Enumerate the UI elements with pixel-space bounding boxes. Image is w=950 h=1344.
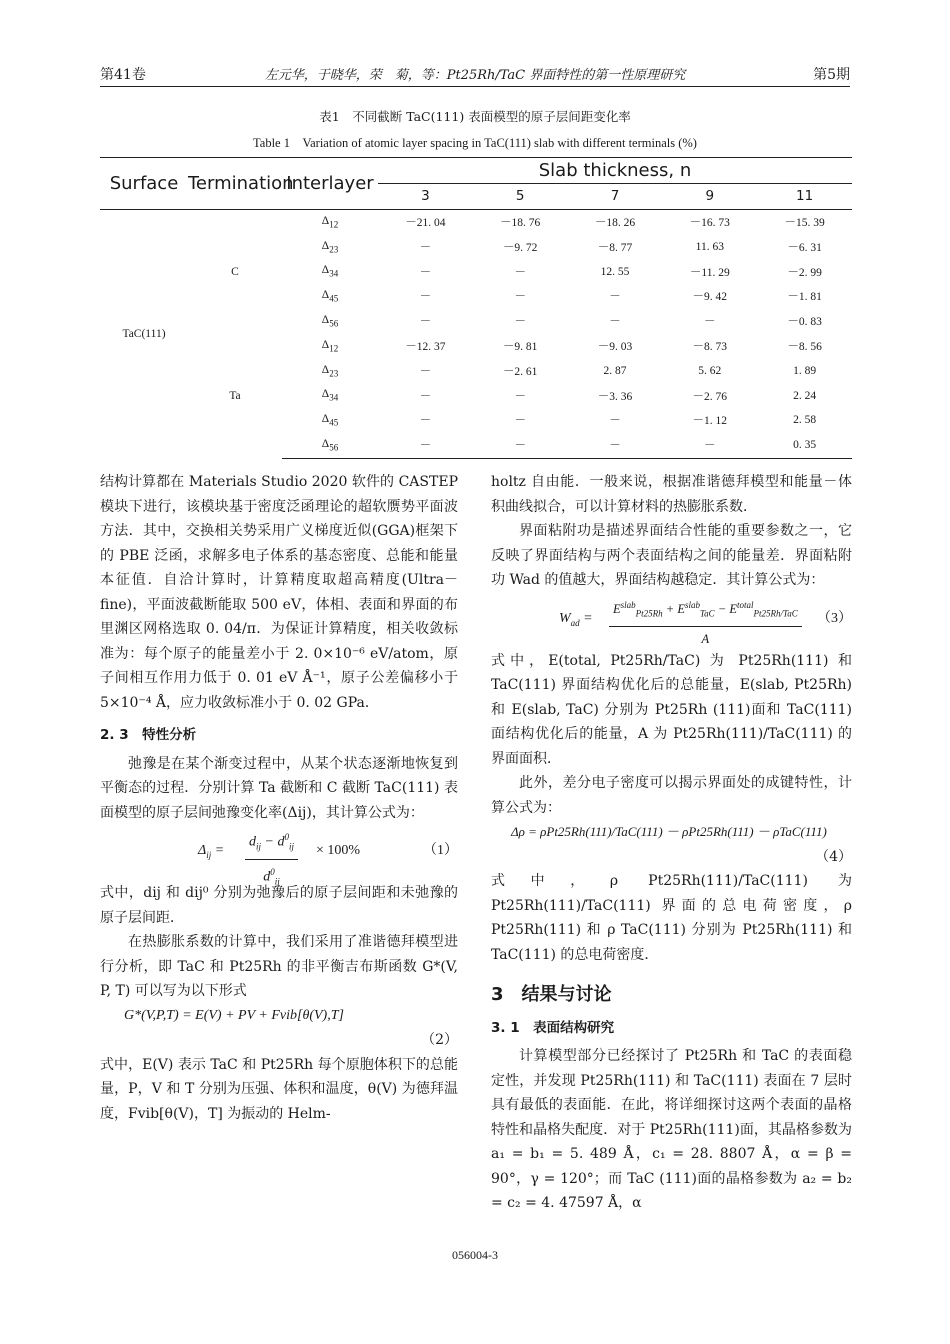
table-row [100, 334, 852, 359]
value-cell: －9. 03 [597, 340, 633, 353]
paragraph: 计算模型部分已经探讨了 Pt25Rh 和 TaC 的表面稳定性，并发现 Pt25Rh(111) 和 TaC(111) 表面在 7 层时具有最低的表面能．在此，将详细探讨这两个表面的晶格特性和晶格失配度．对于 Pt25Rh(111)面，其晶格参数为 a₁ = b₁ = 5. 489 Å，c₁ = 28. 8807 Å，α = β = 90°，γ = 120°；而 TaC (111)面的晶格参数为 a₂ = b₂ = c₂ = 4. 47597 Å，α [491, 1048, 852, 1211]
value-cell: － [473, 433, 568, 458]
paragraph: 式中，ρ Pt25Rh(111)/TaC(111) 为 Pt25Rh(111)/TaC(111) 界面的总电荷密度，ρ Pt25Rh(111) 和 ρ TaC(111) 分别为 Pt25Rh(111) 和 TaC(111) 的总电荷密度． [491, 873, 852, 963]
value-cell: － [609, 415, 621, 428]
value-cell: 12. 55 [600, 265, 630, 278]
paragraph: 界面粘附功是描述界面结合性能的重要参数之一，它反映了界面结构与两个表面结构之间的能量差．界面粘附功 Wad 的值越大，界面结构越稳定．其计算公式为： [491, 523, 852, 588]
termination-cell: C [231, 265, 239, 278]
interlayer-cell: $\Delta_{56}$ [282, 433, 378, 458]
value-cell: －8. 56 [787, 340, 822, 353]
value-cell: 5. 62 [698, 364, 722, 377]
paragraph: 在热膨胀系数的计算中，我们采用了准谐德拜模型进行分析，即 TaC 和 Pt25Rh 的非平衡吉布斯函数 G*(V, P, T) 可以写为以下形式 [100, 934, 458, 999]
value-cell: － [378, 433, 473, 458]
value-cell: －2. 61 [502, 365, 538, 378]
value-cell: 2. 87 [603, 364, 627, 377]
relaxation-table [100, 157, 852, 459]
th-thickness: Slab thickness, n [378, 158, 852, 184]
interlayer-cell: $\Delta_{23}$ [321, 363, 339, 378]
interlayer-cell: $\Delta_{45}$ [321, 413, 339, 428]
value-cell: － [514, 291, 526, 304]
value-cell: － [514, 390, 526, 403]
value-cell: 11. 63 [695, 240, 724, 253]
value-cell: －8. 73 [692, 340, 728, 353]
interlayer-cell: $\Delta_{34}$ [321, 388, 339, 403]
termination-cell: Ta [229, 389, 241, 402]
value-cell: － [568, 433, 663, 458]
value-cell: － [662, 433, 757, 458]
value-cell: －18. 76 [500, 216, 541, 229]
volume: 第41卷 [100, 67, 146, 83]
value-cell: 1. 89 [793, 364, 817, 377]
paragraph: 式中，E(total, Pt25Rh/TaC) 为 Pt25Rh(111) 和 TaC(111) 界面结构优化后的总能量，E(slab, Pt25Rh) 和 E(slab, TaC) 分别为 Pt25Rh (111)面和 TaC(111) 面结构优化后的能量，A 为 Pt25Rh(111)/TaC(111) 的界面面积． [491, 652, 852, 767]
equation-number: （3） [817, 610, 852, 626]
th-n: 9 [662, 183, 757, 209]
interlayer-cell: $\Delta_{56}$ [321, 314, 339, 329]
value-cell: － [514, 415, 526, 428]
value-cell: － [609, 291, 621, 304]
equation-number: （1） [423, 843, 458, 858]
paragraph: 弛豫是在某个渐变过程中，从某个状态逐渐地恢复到平衡态的过程．分别计算 Ta 截断和 C 截断 TaC(111) 表面模型的原子层间弛豫变化率(Δij)，其计算公式为： [100, 755, 458, 821]
value-cell: －0. 83 [787, 316, 822, 329]
value-cell: 2. 58 [793, 414, 817, 427]
interlayer-cell: $\Delta_{45}$ [321, 289, 339, 304]
page-number: 056004-3 [452, 1248, 498, 1262]
table-caption-cn: 表1 不同截断 TaC(111) 表面模型的原子层间距变化率 [319, 109, 631, 124]
value-cell: － [419, 415, 432, 428]
value-cell: －9. 42 [692, 291, 728, 304]
interlayer-cell: $\Delta_{23}$ [321, 239, 339, 254]
value-cell: － [419, 241, 432, 254]
value-cell: －18. 26 [594, 216, 636, 229]
section-heading: 2. 3 特性分析 [100, 727, 197, 743]
running-header [100, 60, 850, 87]
paragraph: 式中，E(V) 表示 TaC 和 Pt25Rh 每个原胞体积下的总能量，P，V 和 T 分别为压强、体积和温度，θ(V) 为德拜温度，Fvib[θ(V)，T] 为振动的 Helm- [100, 1056, 458, 1122]
equation-4: Δρ = ρPt25Rh(111)/TaC(111) － ρPt25Rh(111) － ρTaC(111) [511, 824, 827, 839]
value-cell: － [419, 316, 432, 329]
value-cell: －12. 37 [405, 340, 446, 353]
th-n: 3 [378, 183, 473, 209]
paragraph: 式中，dij 和 dij⁰ 分别为弛豫后的原子层间距和未弛豫的原子层间距． [100, 885, 458, 926]
value-cell: －1. 12 [692, 415, 728, 428]
value-cell: －21. 04 [405, 216, 446, 229]
value-cell: － [419, 291, 432, 304]
value-cell: － [419, 266, 432, 279]
value-cell: －8. 77 [597, 241, 633, 254]
value-cell: －15. 39 [784, 216, 825, 229]
th-termination: Termination [188, 158, 282, 210]
table-caption-en: Table 1 Variation of atomic layer spacing in TaC(111) slab with different terminals (%) [253, 136, 697, 150]
surface-cell: TaC(111) [122, 327, 166, 340]
left-column [100, 470, 458, 1126]
value-cell: － [704, 316, 716, 329]
value-cell: 2. 24 [793, 389, 817, 402]
equation-2: G*(V,P,T) = E(V) + PV + Fvib[θ(V),T] [124, 1007, 344, 1023]
value-cell: －1. 81 [787, 291, 822, 304]
subsection-heading: 3. 1 表面结构研究 [491, 1019, 615, 1036]
value-cell: －6. 31 [787, 241, 822, 254]
section-heading: 3 结果与讨论 [491, 984, 612, 1005]
equation-number: （4） [815, 848, 852, 865]
issue: 第5期 [813, 67, 850, 83]
th-n: 11 [757, 183, 852, 209]
interlayer-cell: $\Delta_{12}$ [321, 338, 339, 354]
paragraph: holtz 自由能．一般来说，根据准谐德拜模型和能量－体积曲线拟合，可以计算材料的热膨胀系数． [491, 474, 852, 515]
value-cell: －11. 29 [689, 266, 730, 279]
value-cell: － [609, 316, 621, 329]
interlayer-cell: $\Delta_{34}$ [321, 264, 339, 279]
interlayer-cell: $\Delta_{12}$ [321, 214, 339, 230]
paragraph: 此外，差分电子密度可以揭示界面处的成键特性，计算公式为： [491, 775, 852, 816]
th-interlayer: Interlayer [282, 158, 378, 210]
running-title: 左元华，于晓华，荣 菊，等：Pt25Rh/TaC 界面特性的第一性原理研究 [264, 68, 686, 83]
value-cell: －9. 72 [502, 241, 538, 254]
th-surface: Surface [100, 158, 188, 210]
paragraph: 结构计算都在 Materials Studio 2020 软件的 CASTEP 模块下进行，该模块基于密度泛函理论的超软赝势平面波方法．其中，交换相关势采用广义梯度近似(GGA)框架下的 PBE 泛函，求解多电子体系的基态密度、总能和能量本征值．自洽计算时，计算精度取超高精度(Ultra－fine)，平面波截断能取 500 eV，体相、表面和界面的布里渊区网格选取 0. 04/π．为保证计算精度，相关收敛标准为：每个原子的能量差小于 2. 0×10⁻⁶ eV/atom，原子间相互作用力低于 0. 01 eV Å⁻¹，原子公差偏移小于 5×10⁻⁴ Å，应力收敛标准小于 0. 02 GPa． [100, 474, 458, 711]
right-column [491, 470, 852, 1216]
value-cell: － [419, 365, 432, 378]
equation-number: （2） [421, 1032, 458, 1048]
equation-3: $W_{ad}$ = $E^{slab}_{Pt25Rh} + E^{slab}_{TaC} - E^{total}_{Pt25Rh/TaC}$ A （3） [491, 593, 852, 649]
value-cell: － [514, 316, 526, 329]
value-cell: －3. 36 [597, 390, 633, 403]
value-cell: －9. 81 [502, 340, 538, 353]
value-cell: －2. 76 [692, 390, 728, 403]
equation-1: $\Delta_{ij}$ = $d_{ij} - d^0_{ij}$ $d^0_{ij}$ × 100% （1） [100, 825, 458, 881]
value-cell: － [514, 266, 526, 279]
th-n: 7 [568, 183, 663, 209]
value-cell: －2. 99 [787, 266, 822, 279]
value-cell: － [419, 390, 432, 403]
th-n: 5 [473, 183, 568, 209]
table-row [100, 209, 852, 234]
value-cell: －16. 73 [689, 216, 730, 229]
value-cell: 0. 35 [757, 433, 852, 458]
